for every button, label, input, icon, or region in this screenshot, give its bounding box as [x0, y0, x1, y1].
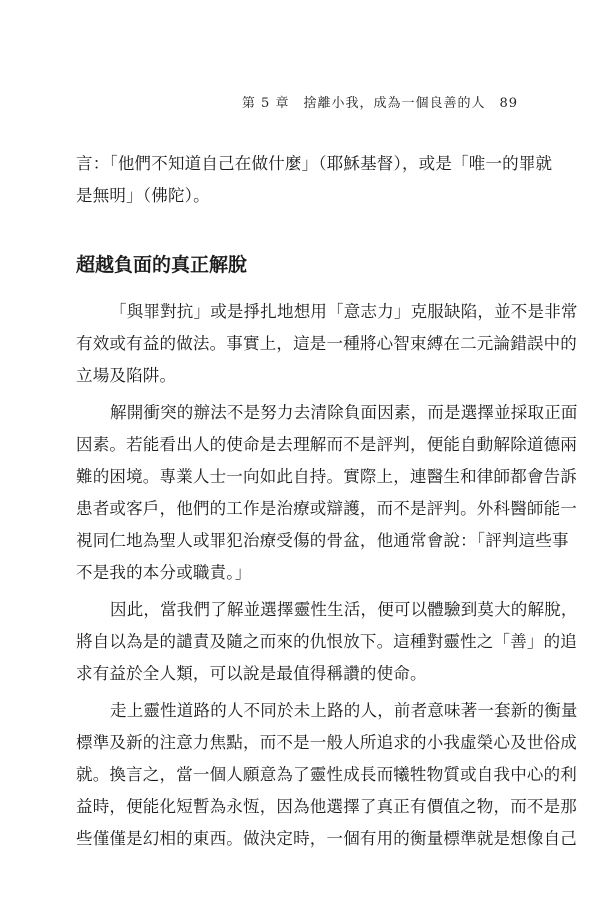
text-line: 因此，當我們了解並選擇靈性生活，便可以體驗到莫大的解脫，: [110, 600, 578, 619]
page-body: [76, 148, 578, 860]
paragraph-4: [76, 695, 578, 855]
text-line: 患者或客戶，他們的工作是治療或辯護，而不是評判。外科醫師能一: [76, 499, 577, 518]
text-line: 標準及新的注意力焦點，而不是一般人所追求的小我虛榮心及世俗成: [76, 733, 577, 752]
running-header: [242, 92, 518, 111]
text-line: 求有益於全人類，可以說是最值得稱讚的使命。: [76, 664, 427, 683]
text-line: 益時，便能化短暫為永恆，因為他選擇了真正有價值之物，而不是那: [76, 797, 577, 816]
text-line: 將自以為是的譴責及隨之而來的仇恨放下。這種對靈性之「善」的追: [76, 632, 577, 651]
paragraph-1: [76, 296, 578, 392]
text-line: 「與罪對抗」或是掙扎地想用「意志力」克服缺陷，並不是非常: [110, 302, 578, 321]
text-line: 不是我的本分或職責。」: [76, 563, 252, 582]
text-line: 視同仁地為聖人或罪犯治療受傷的骨盆，他通常會說：「評判這些事: [76, 531, 569, 550]
paragraph-2: [76, 397, 578, 589]
text-line: 難的困境。專業人士一向如此自持。實際上，連醫生和律師都會告訴: [76, 467, 577, 486]
text-line: 言：「他們不知道自己在做什麼」（耶穌基督），或是「唯一的罪就: [76, 154, 553, 173]
text-line: 因素。若能看出人的使命是去理解而不是評判，便能自動解除道德兩: [76, 435, 577, 454]
section-heading: 超越負面的真正解脫: [76, 254, 248, 276]
text-line: 就。換言之，當一個人願意為了靈性成長而犧牲物質或自我中心的利: [76, 765, 577, 784]
text-line: 立場及陷阱。: [76, 366, 177, 385]
chapter-title: 第 5 章 捨離小我，成為一個良善的人: [241, 96, 486, 111]
text-line: 走上靈性道路的人不同於未上路的人，前者意味著一套新的衡量: [110, 701, 578, 720]
text-line: 解開衝突的辦法不是努力去清除負面因素，而是選擇並採取正面: [110, 403, 578, 422]
text-line: 有效或有益的做法。事實上，這是一種將心智束縛在二元論錯誤中的: [76, 334, 577, 353]
page-number: 89: [499, 96, 518, 111]
intro-paragraph: [76, 148, 553, 212]
paragraph-3: [76, 594, 578, 690]
text-line: 是無明」（佛陀）。: [76, 186, 210, 205]
text-line: 些僅僅是幻相的東西。做決定時，一個有用的衡量標準就是想像自己: [76, 829, 577, 848]
